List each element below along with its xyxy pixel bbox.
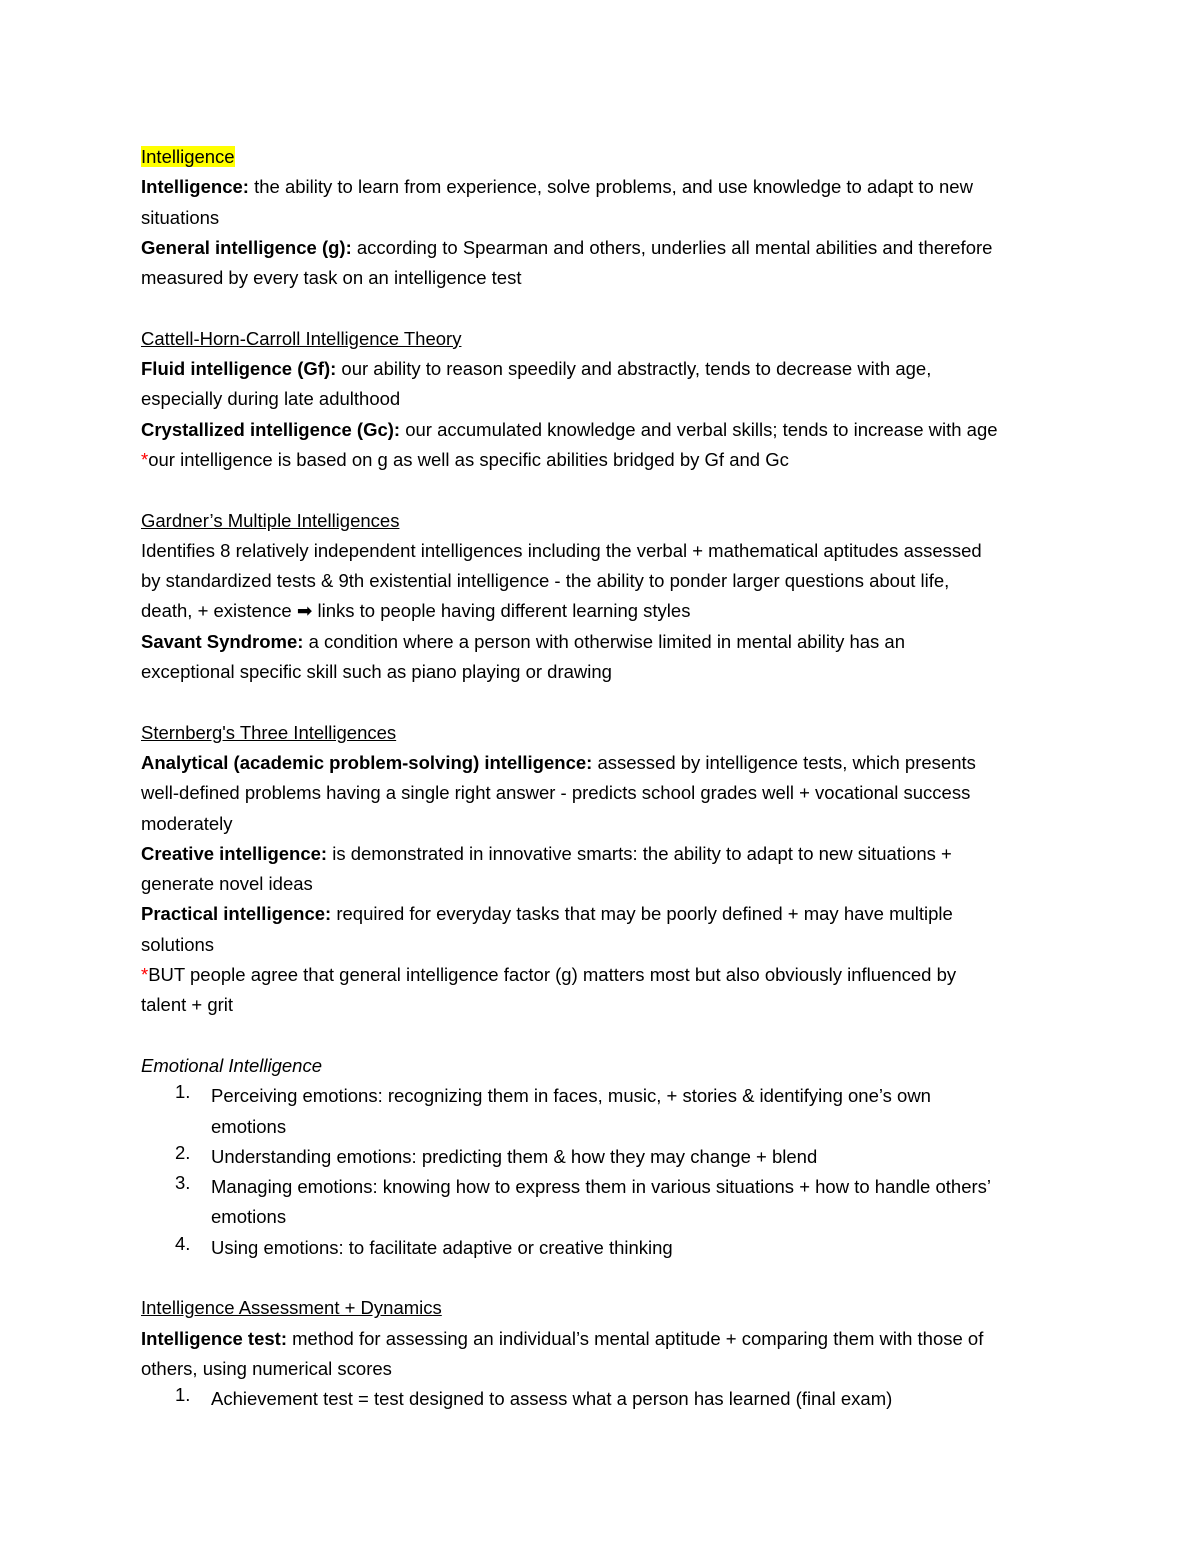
paragraph-line: by standardized tests & 9th existential intelligence - the ability to ponder larger questions about life, <box>141 570 950 592</box>
heading-text: Cattell-Horn-Carroll Intelligence Theory <box>141 327 462 349</box>
note-text: BUT people agree that general intelligence factor (g) matters most but also obviously influenced by <box>148 964 957 986</box>
definition-creative-intelligence <box>141 839 1061 869</box>
paragraph-line <box>141 596 1061 626</box>
definition-continuation: measured by every task on an intelligence test <box>141 267 522 289</box>
definition-continuation: others, using numerical scores <box>141 1357 392 1379</box>
definition-text: is demonstrated in innovative smarts: the ability to adapt to new situations + <box>327 842 952 864</box>
term: Intelligence: <box>141 176 249 198</box>
paragraph-line: Identifies 8 relatively independent intelligences including the verbal + mathematical aptitudes assessed <box>141 539 982 561</box>
definition-intelligence-test <box>141 1324 1061 1354</box>
section-heading-intelligence <box>141 142 1061 172</box>
right-arrow-icon: ➡ <box>296 600 313 622</box>
definition-analytical-intelligence <box>141 748 1061 778</box>
note-sternberg <box>141 960 1061 990</box>
list-number: 4. <box>175 1232 191 1254</box>
definition-fluid-intelligence <box>141 354 1061 384</box>
list-item <box>141 1081 1061 1142</box>
definition-continuation: exceptional specific skill such as piano playing or drawing <box>141 661 612 683</box>
note-chc <box>141 445 1061 475</box>
heading-text: Intelligence Assessment + Dynamics <box>141 1297 442 1319</box>
asterisk: * <box>141 448 149 470</box>
definition-continuation: well-defined problems having a single right answer - predicts school grades well + vocational success <box>141 782 971 804</box>
list-item-text: Understanding emotions: predicting them & how they may change + blend <box>211 1145 818 1167</box>
emotional-list <box>141 1081 1061 1263</box>
list-number: 3. <box>175 1172 191 1194</box>
list-item-continuation: emotions <box>211 1206 287 1228</box>
spacer <box>141 293 1061 323</box>
definition-text: our ability to reason speedily and abstractly, tends to decrease with age, <box>336 358 932 380</box>
note-text: our intelligence is based on g as well as specific abilities bridged by Gf and Gc <box>148 448 789 470</box>
definition-practical-intelligence <box>141 899 1061 929</box>
list-number: 1. <box>175 1081 191 1103</box>
list-item <box>141 1233 1061 1263</box>
section-heading-assessment <box>141 1293 1061 1323</box>
list-item-continuation: emotions <box>211 1115 287 1137</box>
definition-continuation: solutions <box>141 933 215 955</box>
definition-continuation: moderately <box>141 812 233 834</box>
definition-continuation: generate novel ideas <box>141 873 313 895</box>
list-item-text: Managing emotions: knowing how to express them in various situations + how to handle others’ <box>211 1176 992 1198</box>
heading-text: Emotional Intelligence <box>141 1054 322 1076</box>
definition-text: method for assessing an individual’s mental aptitude + comparing them with those of <box>286 1327 984 1349</box>
definition-continuation: situations <box>141 206 220 228</box>
definition-crystallized-intelligence <box>141 415 1061 445</box>
definition-text: the ability to learn from experience, solve problems, and use knowledge to adapt to new <box>248 176 973 198</box>
term: Analytical (academic problem-solving) intelligence: <box>141 751 593 773</box>
term: Intelligence test: <box>141 1327 287 1349</box>
heading-text: Gardner’s Multiple Intelligences <box>141 509 400 531</box>
definition-text: a condition where a person with otherwise limited in mental ability has an <box>303 630 906 652</box>
list-item <box>141 1172 1061 1233</box>
term: General intelligence (g): <box>141 236 352 258</box>
spacer <box>141 475 1061 505</box>
term: Creative intelligence: <box>141 842 328 864</box>
term: Fluid intelligence (Gf): <box>141 358 337 380</box>
list-item <box>141 1142 1061 1172</box>
list-item-text: Achievement test = test designed to assess what a person has learned (final exam) <box>211 1388 893 1410</box>
definition-savant-syndrome <box>141 627 1061 657</box>
asterisk: * <box>141 964 149 986</box>
spacer <box>141 1021 1061 1051</box>
list-item-text: Perceiving emotions: recognizing them in faces, music, + stories & identifying one’s own <box>211 1085 931 1107</box>
heading-text: Sternberg's Three Intelligences <box>141 721 397 743</box>
definition-text: required for everyday tasks that may be poorly defined + may have multiple <box>331 903 953 925</box>
definition-intelligence <box>141 172 1061 202</box>
section-heading-gardner <box>141 506 1061 536</box>
term: Savant Syndrome: <box>141 630 304 652</box>
list-item-text: Using emotions: to facilitate adaptive or creative thinking <box>211 1236 673 1258</box>
definition-general-intelligence <box>141 233 1061 263</box>
definition-continuation: especially during late adulthood <box>141 388 401 410</box>
section-heading-chc <box>141 324 1061 354</box>
definition-text: our accumulated knowledge and verbal skills; tends to increase with age <box>400 418 998 440</box>
term: Practical intelligence: <box>141 903 332 925</box>
spacer <box>141 1263 1061 1293</box>
term: Crystallized intelligence (Gc): <box>141 418 401 440</box>
section-heading-emotional <box>141 1051 1061 1081</box>
list-number: 1. <box>175 1384 191 1406</box>
assessment-list <box>141 1384 1061 1414</box>
highlighted-title: Intelligence <box>141 146 235 167</box>
text: death, + existence <box>141 600 297 622</box>
spacer <box>141 687 1061 717</box>
note-continuation: talent + grit <box>141 994 234 1016</box>
section-heading-sternberg <box>141 718 1061 748</box>
text: links to people having different learning styles <box>312 600 691 622</box>
definition-text: assessed by intelligence tests, which presents <box>592 751 976 773</box>
document-body <box>141 142 1061 1414</box>
list-number: 2. <box>175 1141 191 1163</box>
definition-text: according to Spearman and others, underlies all mental abilities and therefore <box>351 236 993 258</box>
list-item <box>141 1384 1061 1414</box>
